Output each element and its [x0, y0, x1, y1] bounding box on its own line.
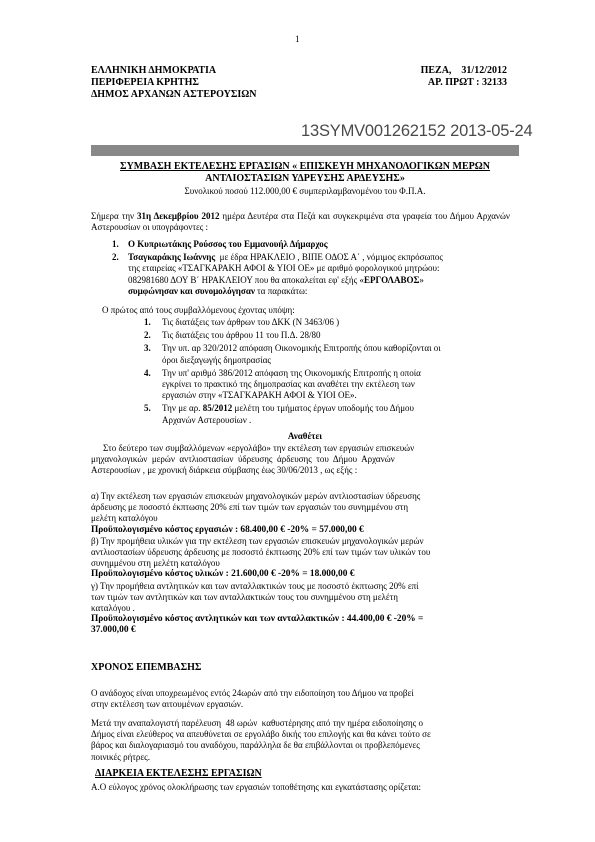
assignment-paragraph	[91, 443, 510, 477]
party-2-agreed: συμφώνησαν και συνομολόγησαν	[128, 285, 255, 296]
assigns-heading: Αναθέτει	[287, 431, 323, 441]
place-date: ΠΕΖΑ, 31/12/2012	[420, 65, 507, 76]
item-b	[91, 536, 519, 581]
consideration-5-pre: Την με αρ.	[162, 403, 203, 414]
consideration-2	[144, 330, 510, 341]
intro-date: 31η Δεκεμβρίου 2012	[137, 211, 220, 221]
consideration-4-num: 4.	[144, 367, 151, 378]
protocol-number: ΑΡ. ΠΡΩΤ : 32133	[427, 77, 507, 88]
issuer-line-country: ΕΛΛΗΝΙΚΗ ΔΗΜΟΚΡΑΤΙΑ	[91, 65, 217, 76]
item-c-line-2: των τιμών των αντλητικών και των ανταλλακτικών τους του συνημμένου στη μελέτη	[91, 591, 398, 602]
party-2-line3a: 082981680 ΔΟΥ Β΄ ΗΡΑΚΛΕΙΟΥ που θα αποκαλείται εφ' εξής «	[128, 274, 364, 285]
item-c-line-1: γ) Την προμήθεια αντλητικών και των ανταλλακτικών τους με ποσοστό έκπτωσης 20% επί	[91, 580, 419, 591]
date-block	[411, 65, 507, 89]
item-c-cost-total: 37.000,00 €	[91, 625, 136, 636]
consideration-5-rest: μελέτη του τμήματος έργων υποδομής του Δήμου	[232, 403, 414, 414]
consideration-5-num: 5.	[144, 403, 151, 414]
item-b-cost: Προϋπολογισμένο κόστος υλικών : 21.600,00 € -20% = 18.000,00 €	[91, 569, 355, 580]
contract-title	[91, 161, 519, 197]
party-1-text: Ο Κυπριωτάκης Ρούσσος του Εμμανουήλ Δήμαρχος	[128, 239, 328, 249]
consideration-3-line-2: όροι διεξαγωγής δημοπρασίας	[162, 354, 271, 365]
scope-items	[91, 491, 519, 637]
consideration-4-line-3: εργασιών στην «ΤΣΑΓΚΑΡΑΚΗ ΑΦΟΙ & ΥΙΟΙ ΟΕ».	[162, 390, 357, 401]
intro-paragraph	[91, 211, 510, 233]
duration-text: Α.Ο εύλογος χρόνος ολοκλήρωσης των εργασιών τοποθέτησης και εγκατάστασης ορίζεται:	[91, 782, 422, 792]
title-line-2: ΑΝΤΛΙΟΣΤΑΣΙΩΝ ΥΔΡΕΥΣΗΣ ΑΡΔΕΥΣΗΣ»	[205, 173, 405, 184]
item-b-line-3: συνημμένου στη μελέτη καταλόγου	[91, 558, 220, 569]
consideration-1	[144, 317, 510, 328]
party-2	[112, 252, 510, 297]
title-line-1: ΣΥΜΒΑΣΗ ΕΚΤΕΛΕΣΗΣ ΕΡΓΑΣΙΩΝ « ΕΠΙΣΚΕΥΗ ΜΗΧΑΝΟΛΟΓΙΚΩΝ ΜΕΡΩΝ	[120, 161, 490, 172]
consideration-4-line-2: εγκρίνει το πρακτικό της δημοπρασίας και αναθέτει την εκτέλεση των	[162, 379, 415, 390]
party-2-line1: με έδρα ΗΡΑΚΛΕΙΟ , ΒΙΠΕ ΟΔΟΣ Α΄ , νόμιμος εκπρόσωπος	[219, 252, 443, 263]
item-c-line-3: καταλόγου .	[91, 603, 135, 614]
ada-stamp: 13SYMV001262152 2013-05-24	[301, 122, 533, 140]
title-amount: Συνολικού ποσού 112.000,00 € συμπεριλαμβανομένου του Φ.Π.Α.	[184, 186, 426, 196]
page-number: 1	[295, 34, 300, 44]
consideration-2-num: 2.	[144, 330, 151, 341]
intro-pre: Σήμερα την	[91, 211, 138, 221]
item-b-line-2: αντλιοστασίων ύδρευσης άρδευσης με ποσοστό έκπτωσης 20% επί των τιμών των υλικών του	[91, 547, 431, 558]
party-1-num: 1.	[112, 239, 119, 249]
party-2-name: Τσαγκαράκης Ιωάννης	[128, 252, 216, 263]
response-paragraph-2	[91, 718, 519, 763]
consideration-2-text: Τις διατάξεις του άρθρου 11 του Π.Δ. 28/80	[162, 330, 321, 341]
issuer-block	[91, 65, 257, 101]
response-p2-line-1: Μετά την αναπαλογιστή παρέλευση 48 ωρών καθυστέρησης από την ημέρα ειδοποίησης ο	[91, 718, 423, 728]
issuer-line-region: ΠΕΡΙΦΕΡΕΙΑ ΚΡΗΤΗΣ	[91, 77, 199, 88]
party-2-contractor-label: ΕΡΓΟΛΑΒΟΣ	[363, 274, 420, 285]
party-2-line3c: »	[419, 274, 424, 285]
item-a-line-3: μελέτη καταλόγου	[91, 513, 158, 524]
party-1	[112, 239, 510, 250]
parties-list	[112, 239, 510, 297]
party-2-num: 2.	[112, 252, 119, 263]
consideration-5-study-number: 85/2012	[202, 403, 233, 414]
item-a	[91, 491, 519, 536]
consideration-4	[144, 367, 510, 402]
response-p2-line-4: ποινικές ρήτρες.	[91, 751, 150, 762]
item-b-line-1: β) Την προμήθεια υλικών για την εκτέλεση των εργασιών επισκευών μηχανολογικών μερών	[91, 535, 424, 546]
item-c-cost: Προϋπολογισμένο κόστος αντλητικών και των ανταλλακτικών : 44.400,00 € -20% =	[91, 614, 424, 625]
issuer-line-municipality: ΔΗΜΟΣ ΑΡΧΑΝΩΝ ΑΣΤΕΡΟΥΣΙΩΝ	[91, 89, 257, 100]
assignment-line-1: Στο δεύτερο των συμβαλλόμενων «εργολάβο» την εκτέλεση των εργασιών επισκευών	[103, 443, 415, 453]
response-p1-line-1: Ο ανάδοχος είναι υποχρεωμένος εντός 24ωρών από την ειδοποίηση του Δήμου να προβεί	[91, 688, 414, 698]
item-a-line-1: α) Την εκτέλεση των εργασιών επισκευών μηχανολογικών μερών αντλιοστασίων ύδρευσης	[91, 491, 421, 501]
item-c	[91, 581, 519, 637]
party-2-line2: της εταιρείας «ΤΣΑΓΚΑΡΑΚΗ ΑΦΟΙ & ΥΙΟΙ ΟΕ» με αριθμό φορολογικού μητρώου:	[128, 263, 440, 274]
party-2-line4b: τα παρακάτω:	[254, 285, 308, 296]
assignment-line-3: Αστερουσίων , με χρονική διάρκεια σύμβασης έως 30/06/2013 , ως εξής :	[91, 465, 358, 476]
response-p2-line-3: βάρος και διαλογαριασμό του αναδόχου, παράλληλα δε θα επιβάλλονται οι προβλεπόμενες	[91, 740, 420, 751]
first-party-label: Ο πρώτος από τους συμβαλλόμενους έχοντας υπόψη:	[102, 305, 295, 315]
assignment-line-2: μηχανολογικών μερών αντλιοστασίων ύδρευσης άρδευσης του Δήμου Αρχανών	[91, 454, 395, 465]
consideration-1-text: Τις διατάξεις των άρθρων του ΔΚΚ (Ν 3463/06 )	[162, 317, 340, 327]
consideration-4-line-1: Την υπ' αριθμό 386/2012 απόφαση της Οικονομικής Επιτροπής η οποία	[162, 367, 421, 378]
intro-post: ημέρα Δευτέρα στα Πεζά και συγκεκριμένα στα γραφεία του Δήμου Αρχανών Αστερουσίων οι υπογράφοντες :	[91, 211, 510, 233]
item-a-cost: Προϋπολογισμένο κόστος εργασιών : 68.400,00 € -20% = 57.000,00 €	[91, 524, 364, 535]
consideration-3-line-1: Την υπ. αρ 320/2012 απόφαση Οικονομικής Επιτροπής όπου καθορίζονται οι	[162, 343, 441, 354]
item-a-line-2: άρδευσης με ποσοστό έκπτωσης 20% επί των τιμών των εργασιών του συνημμένου στη	[91, 502, 409, 513]
response-paragraph-1	[91, 688, 519, 710]
response-p2-line-2: Δήμος είναι ελεύθερος να απευθύνεται σε εργολάβο δικής του επιλογής και θα κάνει τούτο σε	[91, 729, 431, 740]
stamp-bar	[91, 145, 519, 156]
consideration-5	[144, 403, 510, 425]
response-p1-line-2: στην εκτέλεση των αιτουμένων εργασιών.	[91, 699, 244, 710]
consideration-5-line-2: Αρχανών Αστερουσίων .	[162, 414, 252, 425]
duration-heading: ΔΙΑΡΚΕΙΑ ΕΚΤΕΛΕΣΗΣ ΕΡΓΑΣΙΩΝ	[95, 768, 262, 779]
considerations-list	[144, 317, 510, 426]
consideration-3-num: 3.	[144, 343, 151, 354]
response-heading: ΧΡΟΝΟΣ ΕΠΕΜΒΑΣΗΣ	[91, 662, 202, 673]
consideration-3	[144, 343, 510, 365]
consideration-1-num: 1.	[144, 317, 151, 327]
